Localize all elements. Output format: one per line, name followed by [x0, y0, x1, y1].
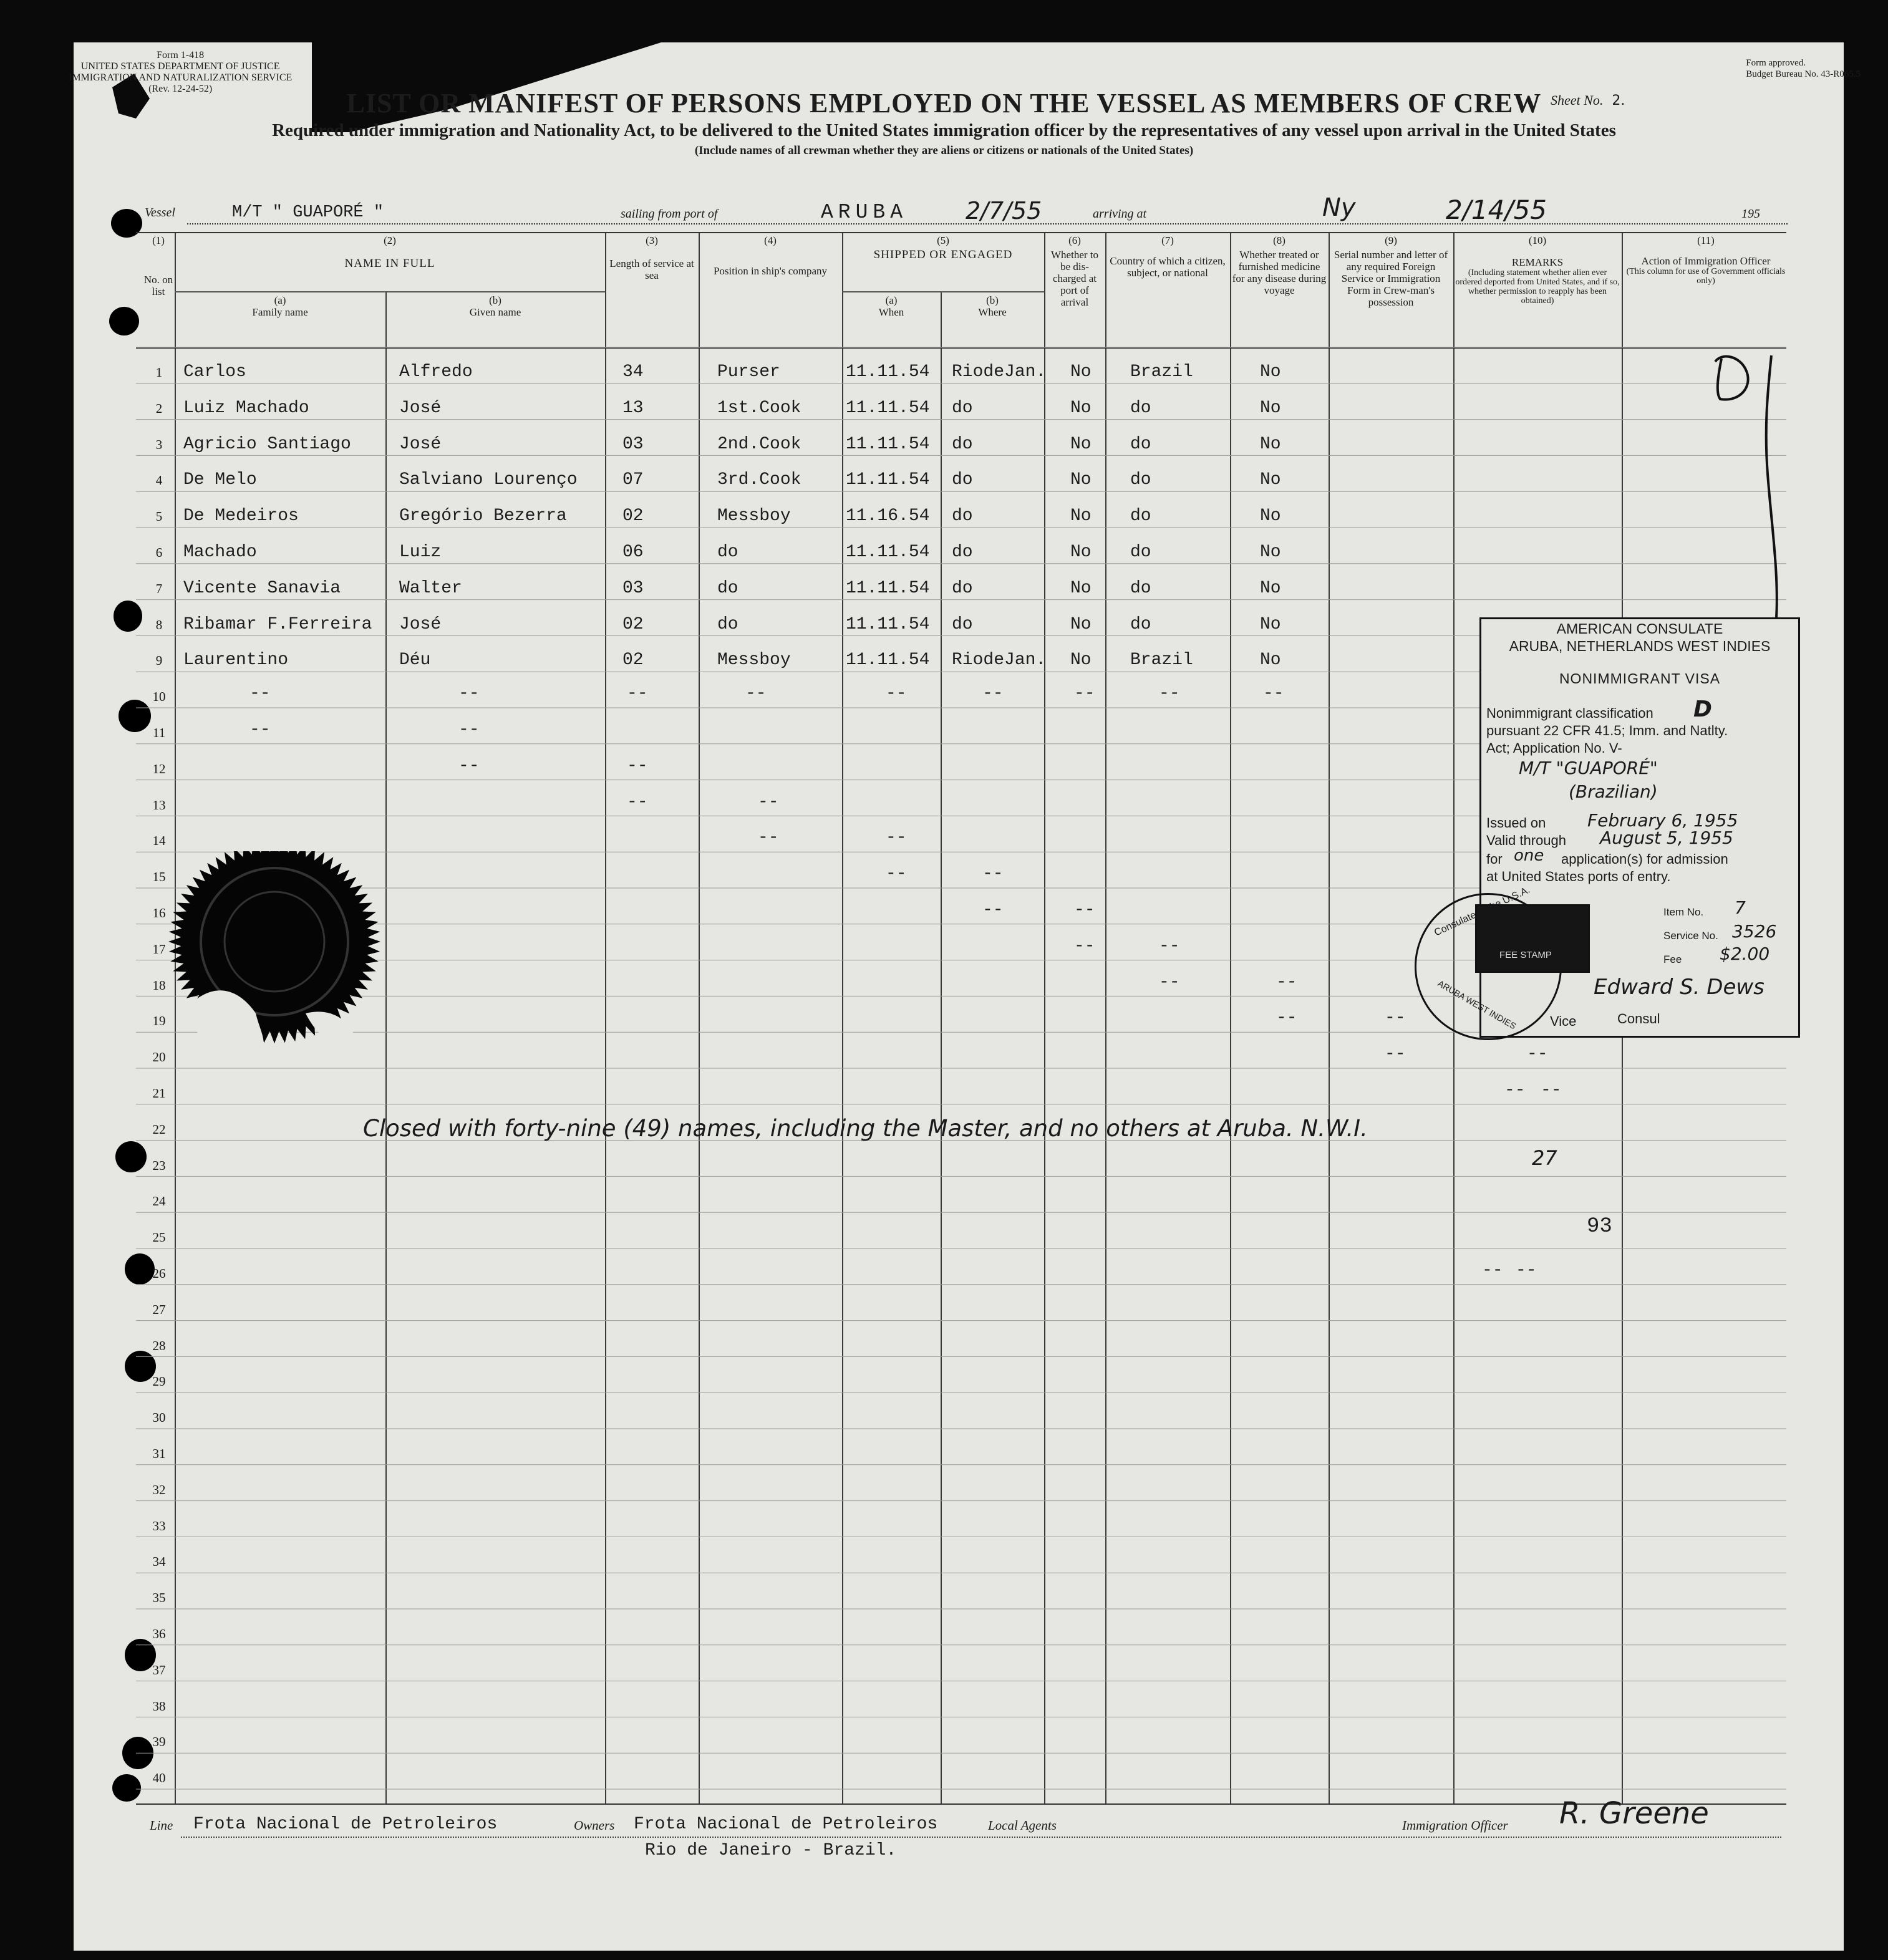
- empty-dash: --: [1504, 1081, 1526, 1100]
- officer-mark: [1721, 349, 1722, 350]
- sailing-date: 2/7/55: [966, 197, 1042, 224]
- col2-header: (2) NAME IN FULL: [344, 234, 435, 270]
- crew-service-cell: 07: [622, 470, 644, 490]
- crew-family-cell: Ribamar F.Ferreira: [183, 614, 372, 634]
- crew-discharged-cell: No: [1070, 362, 1092, 382]
- crew-service-cell: 13: [622, 398, 644, 418]
- empty-dash: --: [458, 720, 480, 740]
- visa-issued-value: February 6, 1955: [1587, 810, 1738, 831]
- visa-service-label: Service No.: [1663, 930, 1718, 942]
- service-line: IMMIGRATION AND NATURALIZATION SERVICE: [69, 72, 293, 83]
- footer-underline: [181, 1837, 1781, 1838]
- crew-when-cell: 11.11.54: [846, 362, 930, 382]
- crew-family-cell: Vicente Sanavia: [183, 578, 341, 598]
- crew-where-cell: do: [952, 434, 973, 454]
- immigration-officer-signature: R. Greene: [1559, 1796, 1709, 1831]
- approval-block: [1746, 57, 1861, 80]
- crew-country-cell: do: [1130, 398, 1151, 418]
- empty-dash: --: [1263, 684, 1284, 704]
- crew-country-cell: Brazil: [1130, 650, 1193, 670]
- crew-when-cell: 11.11.54: [846, 614, 930, 634]
- crew-discharged-cell: No: [1070, 578, 1092, 598]
- empty-dash: --: [1276, 1008, 1297, 1028]
- empty-dash: --: [1276, 972, 1297, 992]
- crew-when-cell: 11.16.54: [846, 506, 930, 526]
- row-number: 22: [152, 1121, 166, 1137]
- col4-header: (4) Position in ship's company: [713, 234, 828, 277]
- row-number: 25: [152, 1230, 166, 1245]
- empty-dash: --: [982, 864, 1004, 884]
- row-number: 12: [152, 761, 166, 776]
- row-number: 10: [152, 689, 166, 705]
- col8-header: (8) Whether treated or furnished medicine for any disease during voyage: [1232, 234, 1327, 296]
- fee-stamp-label: FEE STAMP: [1499, 950, 1552, 960]
- crew-position-cell: 1st.Cook: [717, 398, 801, 418]
- empty-dash: --: [1159, 684, 1180, 704]
- crew-given-cell: José: [399, 398, 442, 418]
- page-title: LIST OR MANIFEST OF PERSONS EMPLOYED ON THE VESSEL AS MEMBERS OF CREW: [346, 88, 1542, 118]
- crew-family-cell: Carlos: [183, 362, 246, 382]
- empty-dash: --: [627, 684, 648, 704]
- header-note: (Include names of all crewman whether they are aliens or citizens or nationals of the United States): [694, 144, 1194, 157]
- empty-dash: --: [1385, 1045, 1406, 1064]
- crew-country-cell: Brazil: [1130, 362, 1193, 382]
- crew-given-cell: Walter: [399, 578, 462, 598]
- col2a-header: (a) Family name: [252, 294, 308, 318]
- row-number: 4: [155, 473, 163, 488]
- visa-for-rest: application(s) for admission: [1561, 851, 1728, 867]
- empty-dash: --: [745, 684, 767, 704]
- col11-header: (11) Action of Immigration Officer (This column for use of Government officials only): [1626, 234, 1786, 286]
- crew-family-cell: Agricio Santiago: [183, 434, 351, 454]
- empty-dash: --: [627, 792, 648, 812]
- form-number: Form 1-418: [157, 50, 205, 60]
- empty-dash: --: [1074, 900, 1095, 920]
- visa-line1: AMERICAN CONSULATE: [1556, 620, 1723, 637]
- row-number: 29: [152, 1374, 166, 1389]
- crew-family-cell: Luiz Machado: [183, 398, 309, 418]
- row-number: 24: [152, 1194, 166, 1209]
- row-number: 39: [152, 1734, 166, 1750]
- visa-fee-value: $2.00: [1720, 944, 1770, 964]
- row-number: 2: [155, 400, 163, 416]
- crew-service-cell: 03: [622, 578, 644, 598]
- visa-class-value: D: [1693, 697, 1712, 722]
- empty-dash: --: [458, 684, 480, 704]
- crew-country-cell: do: [1130, 578, 1151, 598]
- visa-title-b: Consul: [1617, 1011, 1660, 1026]
- row-number: 11: [152, 725, 166, 740]
- crew-treated-cell: No: [1260, 398, 1281, 418]
- crew-treated-cell: No: [1260, 434, 1281, 454]
- empty-dash: --: [627, 756, 648, 776]
- visa-ports: at United States ports of entry.: [1486, 869, 1671, 884]
- crew-service-cell: 34: [622, 362, 644, 382]
- crew-service-cell: 03: [622, 434, 644, 454]
- empty-dash: --: [1541, 1081, 1562, 1100]
- row-number: 1: [155, 365, 163, 380]
- empty-dash: --: [458, 756, 480, 776]
- revision: (Rev. 12-24-52): [148, 84, 213, 94]
- row-number: 13: [152, 797, 166, 813]
- visa-line2: ARUBA, NETHERLANDS WEST INDIES: [1509, 638, 1771, 654]
- row-number: 35: [152, 1590, 166, 1606]
- col7-header: (7) Country of which a citizen, subject, or national: [1110, 234, 1226, 279]
- empty-dash: --: [1074, 684, 1095, 704]
- crew-treated-cell: No: [1260, 650, 1281, 670]
- dept-line: UNITED STATES DEPARTMENT OF JUSTICE: [80, 61, 280, 72]
- crew-discharged-cell: No: [1070, 650, 1092, 670]
- approval: Form approved.: [1746, 58, 1806, 68]
- crew-discharged-cell: No: [1070, 470, 1092, 490]
- arriving-date: 2/14/55: [1446, 195, 1547, 225]
- crew-country-cell: do: [1130, 434, 1151, 454]
- visa-valid-label: Valid through: [1486, 833, 1567, 848]
- crew-treated-cell: No: [1260, 470, 1281, 490]
- col6-header: (6) Whether to be dis-charged at port of arrival: [1051, 234, 1098, 308]
- crew-given-cell: Gregório Bezerra: [399, 506, 567, 526]
- crew-family-cell: Laurentino: [183, 650, 289, 670]
- row-number: 28: [152, 1338, 166, 1353]
- vessel-value: M/T " GUAPORÉ ": [232, 203, 384, 222]
- row-number: 18: [152, 977, 166, 993]
- row-number: 38: [152, 1698, 166, 1714]
- crew-when-cell: 11.11.54: [846, 398, 930, 418]
- margin-number-b: 93: [1587, 1215, 1612, 1238]
- crew-country-cell: do: [1130, 470, 1151, 490]
- row-number: 21: [152, 1086, 166, 1101]
- crew-given-cell: José: [399, 434, 442, 454]
- footer-line-value: Frota Nacional de Petroleiros: [193, 1815, 498, 1834]
- row-number: 26: [152, 1266, 166, 1281]
- row-number: 36: [152, 1626, 166, 1641]
- visa-service-value: 3526: [1732, 921, 1777, 942]
- crew-discharged-cell: No: [1070, 434, 1092, 454]
- empty-dash: --: [982, 684, 1004, 704]
- crew-service-cell: 02: [622, 650, 644, 670]
- crew-position-cell: Purser: [717, 362, 780, 382]
- row-number: 14: [152, 833, 166, 849]
- row-number: 27: [152, 1301, 166, 1317]
- empty-dash: --: [249, 720, 271, 740]
- row-number: 6: [155, 545, 163, 560]
- crew-where-cell: do: [952, 470, 973, 490]
- empty-dash: --: [982, 900, 1004, 920]
- crew-when-cell: 11.11.54: [846, 470, 930, 490]
- sheet-label: Sheet No.: [1551, 92, 1604, 108]
- row-number: 9: [155, 653, 163, 669]
- footer-line-label: Line: [150, 1818, 173, 1833]
- crew-country-cell: do: [1130, 506, 1151, 526]
- arriving-value: Ny: [1322, 193, 1356, 222]
- sheet-value: 2.: [1612, 93, 1625, 109]
- budget-number: Budget Bureau No. 43-R065.5: [1746, 69, 1861, 79]
- officer-check-mark: [1703, 349, 1827, 661]
- footer-owners-value: Frota Nacional de Petroleiros: [634, 1815, 938, 1834]
- visa-item-label: Item No.: [1663, 906, 1704, 918]
- crew-when-cell: 11.11.54: [846, 543, 930, 562]
- seal-text-2: ARUBA WEST INDIES: [1436, 978, 1518, 1031]
- col1-header: (1) No. on list: [143, 234, 173, 297]
- row-number: 30: [152, 1410, 166, 1426]
- arriving-label: arriving at: [1093, 207, 1147, 221]
- crew-discharged-cell: No: [1070, 543, 1092, 562]
- crew-position-cell: 2nd.Cook: [717, 434, 801, 454]
- empty-dash: --: [1385, 1008, 1406, 1028]
- col10-header: (10) REMARKS (Including statement whether alien ever ordered deported from United States, and if so, whether permission to reapply has been obtained): [1455, 234, 1620, 306]
- crew-where-cell: do: [952, 578, 973, 598]
- crew-family-cell: De Medeiros: [183, 506, 299, 526]
- crew-where-cell: do: [952, 543, 973, 562]
- crew-treated-cell: No: [1260, 362, 1281, 382]
- empty-dash: --: [1074, 936, 1095, 956]
- empty-dash: --: [758, 792, 779, 812]
- visa-vessel: M/T "GUAPORÉ": [1519, 758, 1658, 778]
- crew-treated-cell: No: [1260, 506, 1281, 526]
- row-number: 17: [152, 941, 166, 957]
- empty-dash: --: [886, 828, 907, 848]
- crew-given-cell: Luiz: [399, 543, 442, 562]
- year-label: 195: [1741, 207, 1760, 221]
- col3-header: (3) Length of service at sea: [609, 234, 694, 281]
- row-number: 3: [155, 437, 163, 452]
- crew-where-cell: RiodeJan.: [952, 362, 1047, 382]
- crew-discharged-cell: No: [1070, 506, 1092, 526]
- col2b-header: (b) Given name: [469, 294, 521, 318]
- crew-treated-cell: No: [1260, 578, 1281, 598]
- visa-class-label: Nonimmigrant classification: [1486, 705, 1653, 721]
- crew-service-cell: 02: [622, 506, 644, 526]
- col5-header: (5) SHIPPED OR ENGAGED: [873, 234, 1013, 261]
- crew-given-cell: Déu: [399, 650, 431, 670]
- crew-given-cell: José: [399, 614, 442, 634]
- footer-officer-label: Immigration Officer: [1402, 1818, 1508, 1833]
- row-number: 20: [152, 1050, 166, 1065]
- empty-dash: --: [1516, 1261, 1537, 1280]
- visa-nationality: (Brazilian): [1569, 781, 1658, 802]
- crew-treated-cell: No: [1260, 543, 1281, 562]
- subtitle: Required under immigration and Nationality Act, to be delivered to the United States immigration officer by the representatives of any vessel upon arrival in the United States: [272, 120, 1616, 140]
- crew-given-cell: Salviano Lourenço: [399, 470, 578, 490]
- crew-position-cell: do: [717, 578, 738, 598]
- crew-position-cell: Messboy: [717, 506, 791, 526]
- seal-text: Consulate U.S.A.: [1433, 884, 1532, 939]
- row-number: 5: [155, 509, 163, 524]
- row-number: 31: [152, 1446, 166, 1461]
- crew-when-cell: 11.11.54: [846, 650, 930, 670]
- vessel-label: Vessel: [145, 206, 175, 220]
- row-number: 23: [152, 1157, 166, 1173]
- crew-where-cell: do: [952, 398, 973, 418]
- crew-when-cell: 11.11.54: [846, 578, 930, 598]
- crew-where-cell: RiodeJan.: [952, 650, 1047, 670]
- sheet-number: [1551, 92, 1625, 109]
- visa-pursuant: pursuant 22 CFR 41.5; Imm. and Natlty.: [1486, 723, 1728, 738]
- crew-service-cell: 02: [622, 614, 644, 634]
- col9-header: (9) Serial number and letter of any required Foreign Service or Immigration Form in Crew-man's possession: [1334, 234, 1448, 308]
- visa-fee-label: Fee: [1663, 953, 1682, 965]
- empty-dash: --: [1527, 1045, 1548, 1064]
- row-number: 19: [152, 1013, 166, 1029]
- consul-signature: Edward S. Dews: [1594, 975, 1765, 1000]
- crew-position-cell: do: [717, 543, 738, 562]
- sailing-value: ARUBA: [821, 201, 908, 224]
- crew-service-cell: 06: [622, 543, 644, 562]
- col5a-header: (a) When: [878, 294, 904, 318]
- footer-owners-value2: Rio de Janeiro - Brazil.: [645, 1841, 897, 1860]
- visa-valid-value: August 5, 1955: [1600, 828, 1733, 848]
- embossed-seal-icon: [150, 851, 393, 1063]
- visa-act: Act; Application No. V-: [1486, 740, 1622, 756]
- crew-where-cell: do: [952, 614, 973, 634]
- col5b-header: (b) Where: [978, 294, 1007, 318]
- empty-dash: --: [758, 828, 779, 848]
- punch-hole: [109, 307, 139, 336]
- crew-family-cell: Machado: [183, 543, 257, 562]
- row-number: 8: [155, 617, 163, 632]
- row-number: 7: [155, 581, 163, 596]
- visa-for-value: one: [1514, 846, 1544, 865]
- visa-for-label: for: [1486, 851, 1503, 867]
- crew-position-cell: Messboy: [717, 650, 791, 670]
- sailing-label: sailing from port of: [621, 207, 718, 221]
- empty-dash: --: [1159, 936, 1180, 956]
- row-number: 40: [152, 1770, 166, 1786]
- crew-country-cell: do: [1130, 614, 1151, 634]
- crew-country-cell: do: [1130, 543, 1151, 562]
- footer-owners-label: Owners: [574, 1818, 615, 1833]
- crew-given-cell: Alfredo: [399, 362, 473, 382]
- empty-dash: --: [1482, 1261, 1503, 1280]
- crew-when-cell: 11.11.54: [846, 434, 930, 454]
- empty-dash: --: [249, 684, 271, 704]
- visa-issued-label: Issued on: [1486, 815, 1546, 831]
- crew-position-cell: do: [717, 614, 738, 634]
- fee-stamp-icon: [1475, 904, 1590, 973]
- crew-family-cell: De Melo: [183, 470, 257, 490]
- row-number: 15: [152, 869, 166, 885]
- crew-discharged-cell: No: [1070, 398, 1092, 418]
- row-number: 32: [152, 1482, 166, 1497]
- row-number: 34: [152, 1554, 166, 1570]
- margin-number-a: 27: [1532, 1146, 1557, 1170]
- visa-title-a: Vice: [1550, 1013, 1577, 1029]
- crew-position-cell: 3rd.Cook: [717, 470, 801, 490]
- empty-dash: --: [886, 864, 907, 884]
- crew-discharged-cell: No: [1070, 614, 1092, 634]
- row-number: 33: [152, 1518, 166, 1533]
- crew-treated-cell: No: [1260, 614, 1281, 634]
- visa-line3: NONIMMIGRANT VISA: [1559, 670, 1721, 687]
- row-number: 37: [152, 1662, 166, 1678]
- visa-item-value: 7: [1735, 897, 1746, 918]
- footer-agents-label: Local Agents: [988, 1818, 1057, 1833]
- empty-dash: --: [1159, 972, 1180, 992]
- crew-where-cell: do: [952, 506, 973, 526]
- empty-dash: --: [886, 684, 907, 704]
- closing-note: Closed with forty-nine (49) names, including the Master, and no others at Aruba. N.W.I.: [363, 1115, 1368, 1142]
- row-number: 16: [152, 905, 166, 920]
